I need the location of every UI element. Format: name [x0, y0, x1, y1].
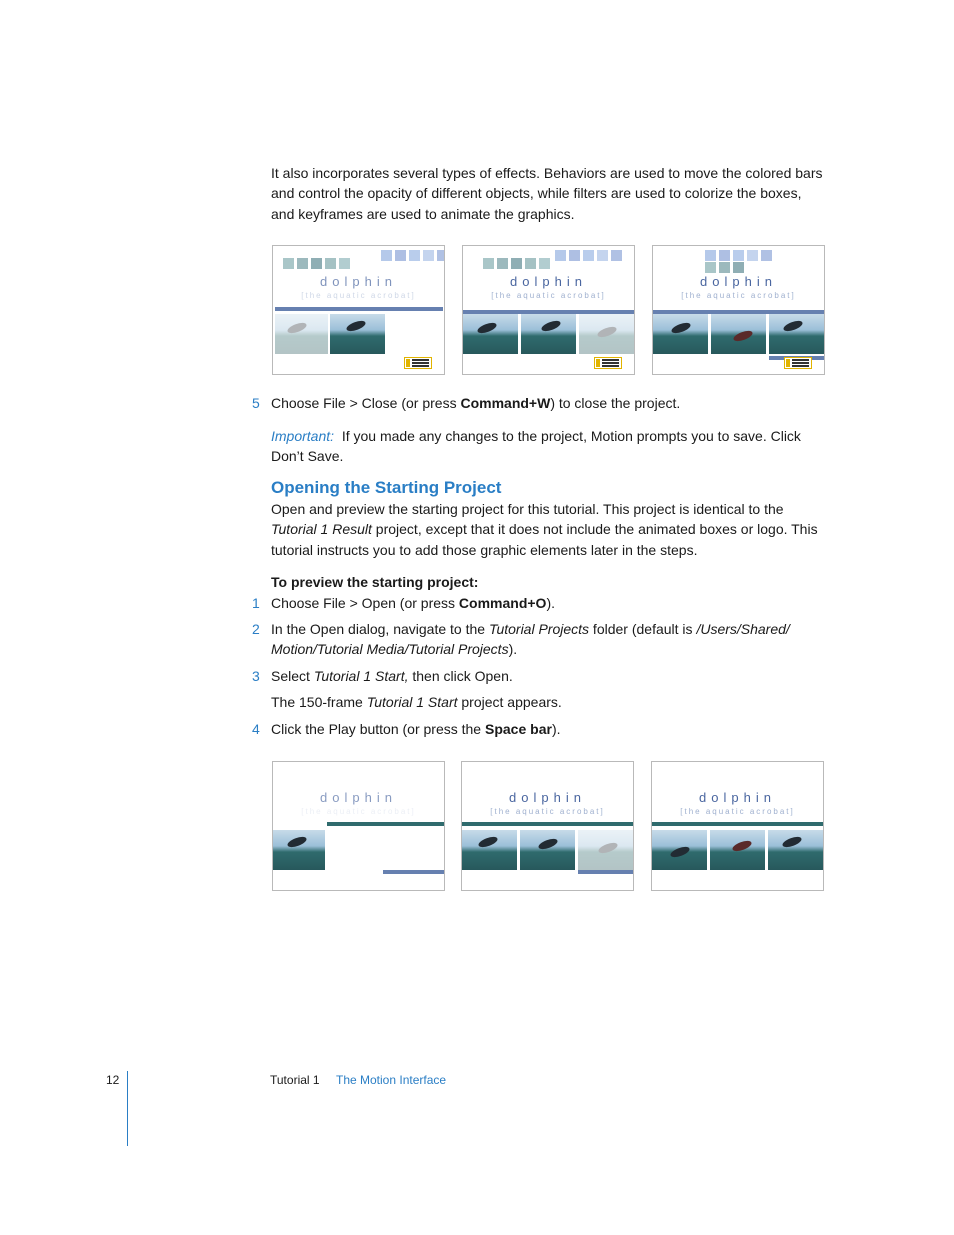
- step-number: 3: [252, 668, 260, 684]
- thumbnail-title: dolphin: [510, 274, 587, 289]
- thumbnail-frame: [272, 761, 445, 891]
- step-note: The 150-frame Tutorial 1 Start project appears.: [271, 694, 562, 710]
- procedure-heading: To preview the starting project:: [271, 574, 479, 590]
- step-number: 4: [252, 721, 260, 737]
- thumbnail-frame: [651, 761, 824, 891]
- step-text: In the Open dialog, navigate to the Tutorial Projects folder (default is /Users/Shared/ Motion/Tutorial Media/Tutorial Projects).: [271, 621, 790, 658]
- national-geographic-logo: [404, 357, 432, 369]
- national-geographic-logo: [784, 357, 812, 369]
- thumbnail-title: dolphin: [699, 790, 776, 805]
- intro-paragraph: It also incorporates several types of effects. Behaviors are used to move the colored bars and control the opacity of different objects, while filters are used to colorize the boxes, and keyframes are used to animate the graphics.: [271, 165, 823, 222]
- important-label: Important:: [271, 428, 335, 444]
- thumbnail-title: dolphin: [320, 790, 397, 805]
- section-heading: Opening the Starting Project: [271, 478, 502, 497]
- thumbnail-title: dolphin: [320, 274, 397, 289]
- step-text: Click the Play button (or press the Space bar).: [271, 721, 561, 737]
- footer-rule: [127, 1071, 128, 1146]
- footer-chapter-link[interactable]: The Motion Interface: [336, 1073, 447, 1087]
- step-text: Choose File > Open (or press Command+O).: [271, 595, 555, 611]
- thumbnail-subtitle: [the aquatic acrobat]: [681, 291, 796, 300]
- thumbnail-subtitle: [the aquatic acrobat]: [301, 807, 416, 816]
- footer-tutorial: Tutorial 1: [270, 1073, 320, 1087]
- thumbnail-subtitle: [the aquatic acrobat]: [490, 807, 605, 816]
- national-geographic-logo: [594, 357, 622, 369]
- step-number: 5: [252, 395, 260, 411]
- thumbnail-frame: [652, 245, 825, 375]
- step-number: 1: [252, 595, 260, 611]
- thumbnail-subtitle: [the aquatic acrobat]: [491, 291, 606, 300]
- important-note: Important: If you made any changes to the project, Motion prompts you to save. Click Don’t Save.: [271, 428, 801, 465]
- step-text: Choose File > Close (or press Command+W) to close the project.: [271, 395, 681, 411]
- thumbnail-subtitle: [the aquatic acrobat]: [301, 291, 416, 300]
- thumbnail-frame: [462, 245, 635, 375]
- thumbnail-frame: [461, 761, 634, 891]
- page-number: 12: [106, 1073, 120, 1087]
- thumbnail-title: dolphin: [509, 790, 586, 805]
- thumbnail-title: dolphin: [700, 274, 777, 289]
- step-text: Select Tutorial 1 Start, then click Open.: [271, 668, 513, 684]
- section-paragraph: Open and preview the starting project for this tutorial. This project is identical to the Tutorial 1 Result project, except that it does not include the animated boxes or logo. This tutorial instructs you to add those graphic elements later in the steps.: [271, 501, 818, 558]
- thumbnail-subtitle: [the aquatic acrobat]: [680, 807, 795, 816]
- thumbnail-frame: [272, 245, 445, 375]
- step-number: 2: [252, 621, 260, 637]
